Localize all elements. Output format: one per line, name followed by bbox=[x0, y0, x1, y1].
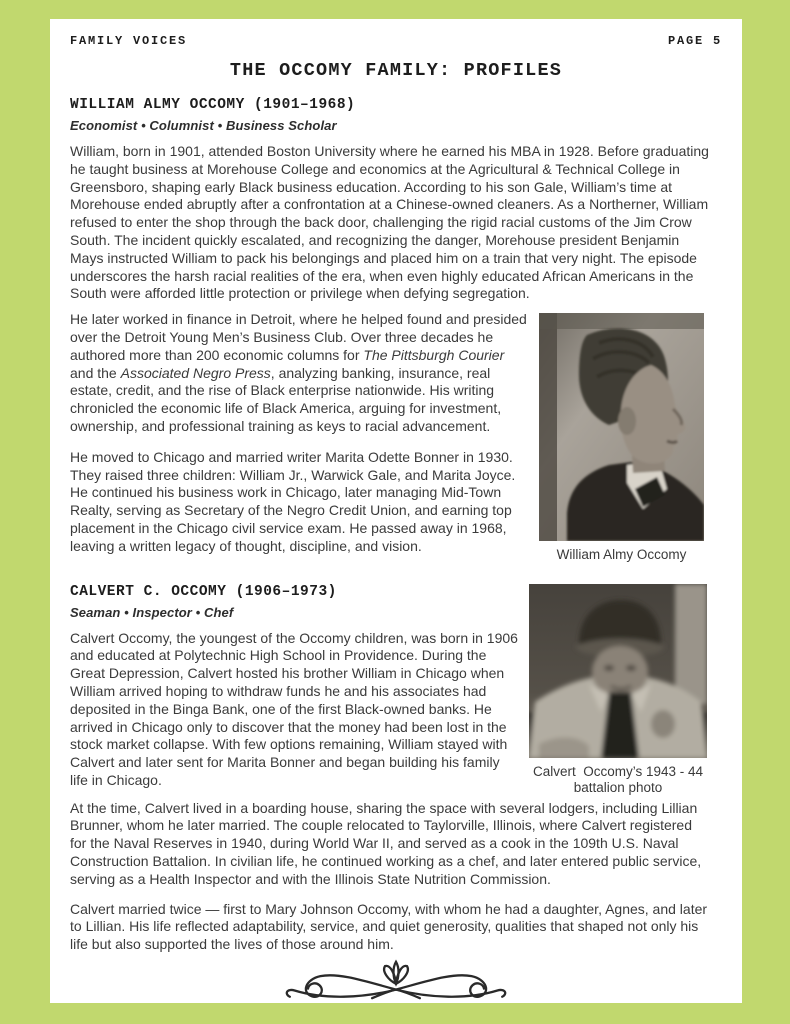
section-william bbox=[70, 97, 722, 563]
william-para-1: William, born in 1901, attended Boston University where he earned his MBA in 1928. Before graduating he taught business at Morehouse College and economics at the Agricultural & Technical College in Greensboro, shaping early Black business education. According to his son Gale, William’s time at Morehouse ended abruptly after a confrontation at a Chinese-owned cleaners. As a Northerner, William refused to enter the shop through the back door, challenging the rigid racial customs of the Jim Crow South. The incident quickly escalated, and recognizing the danger, Morehouse president Benjamin Mays instructed William to pack his belongings and placed him on a train that very night. The episode underscores the harsh racial realities of the era, when even highly educated African Americans in the South were afforded little protection or privilege when defying segregation. bbox=[70, 143, 709, 302]
william-para-2-mid: and the bbox=[70, 364, 121, 381]
calvert-para-3: Calvert married twice — first to Mary Johnson Occomy, with whom he had a daughter, Agnes, and later to Lillian. His life reflected adaptability, service, and quiet generosity, qualities that shaped not only his life but also supported the lives of those around him. bbox=[70, 900, 708, 953]
william-para-2-lead: He later worked in finance in Detroit, where he helped found and presided over the Detroit Young Men’s Business Club. Over three decades he authored more than 200 economic columns for bbox=[70, 311, 527, 363]
calvert-photo-caption bbox=[529, 764, 707, 796]
william-subtitle: Economist • Columnist • Business Scholar bbox=[70, 118, 337, 133]
calvert-battalion-photo bbox=[529, 584, 707, 758]
william-para-3: He moved to Chicago and married writer Marita Odette Bonner in 1930. They raised three children: William Jr., Warwick Gale, and Marita Joyce. He continued his business work in Chicago, later managing Mid-Town Realty, serving as Secretary of the Negro Credit Union, and earning top placement in the Chicago civil service exam. He passed away in 1968, leaving a written legacy of thought, discipline, and vision. bbox=[70, 448, 516, 554]
page-number: PAGE 5 bbox=[667, 34, 722, 48]
calvert-para-2: At the time, Calvert lived in a boarding house, sharing the space with several lodgers, including Lillian Brunner, whom he later married. The couple relocated to Taylorville, Illinois, where Calvert registered for the Naval Reserves in 1940, during World War II, and served as a cook in the 109th U.S. Naval Construction Battalion. In civilian life, he continued working as a chef, and later entered public service, serving as a Health Inspector and with the Illinois State Nutrition Commission. bbox=[70, 799, 702, 887]
associated-negro-press-italic: Associated Negro Press bbox=[120, 364, 271, 381]
calvert-heading: CALVERT C. OCCOMY (1906–1973) bbox=[70, 583, 337, 600]
newsletter-page bbox=[50, 19, 742, 1003]
william-photo-text-wrap bbox=[70, 311, 722, 563]
flourish-divider bbox=[70, 958, 722, 1003]
william-photo-caption: William Almy Occomy bbox=[556, 547, 687, 563]
william-para-2-tail: , analyzing banking, insurance, real estate, credit, and the rise of Black enterprise nationwide. His writing chronicled the economic life of Black America, arguing for investment, ownership, and professional training as keys to racial advancement. bbox=[70, 364, 502, 434]
william-portrait-photo bbox=[539, 313, 704, 541]
william-heading: WILLIAM ALMY OCCOMY (1901–1968) bbox=[70, 97, 356, 113]
masthead-title: FAMILY VOICES bbox=[70, 34, 188, 48]
flourish-icon bbox=[271, 958, 521, 1002]
pittsburgh-courier-italic: The Pittsburgh Courier bbox=[363, 346, 505, 363]
calvert-para-1: Calvert Occomy, the youngest of the Occomy children, was born in 1906 and educated at Polytechnic High School in Providence. During the Great Depression, Calvert hosted his brother William in Chicago when William arrived hoping to withdraw funds he and his associates had deposited in the Binga Bank, one of the first Black-owned banks. He arrived in Chicago only to discover that the money had been lost in the stock market collapse. With few options remaining, William stayed with Calvert and later sent for Marita Bonner and began building his family life in Chicago. bbox=[70, 629, 518, 788]
william-figure bbox=[539, 313, 704, 563]
calvert-subtitle: Seaman • Inspector • Chef bbox=[70, 604, 234, 620]
masthead bbox=[70, 19, 722, 48]
section-calvert bbox=[70, 584, 722, 954]
calvert-caption-line1: Calvert Occomy’s 1943 - 44 bbox=[532, 763, 704, 779]
page-title: THE OCCOMY FAMILY: PROFILES bbox=[229, 60, 563, 81]
calvert-figure bbox=[529, 584, 707, 796]
calvert-caption-line2: battalion photo bbox=[573, 779, 663, 795]
